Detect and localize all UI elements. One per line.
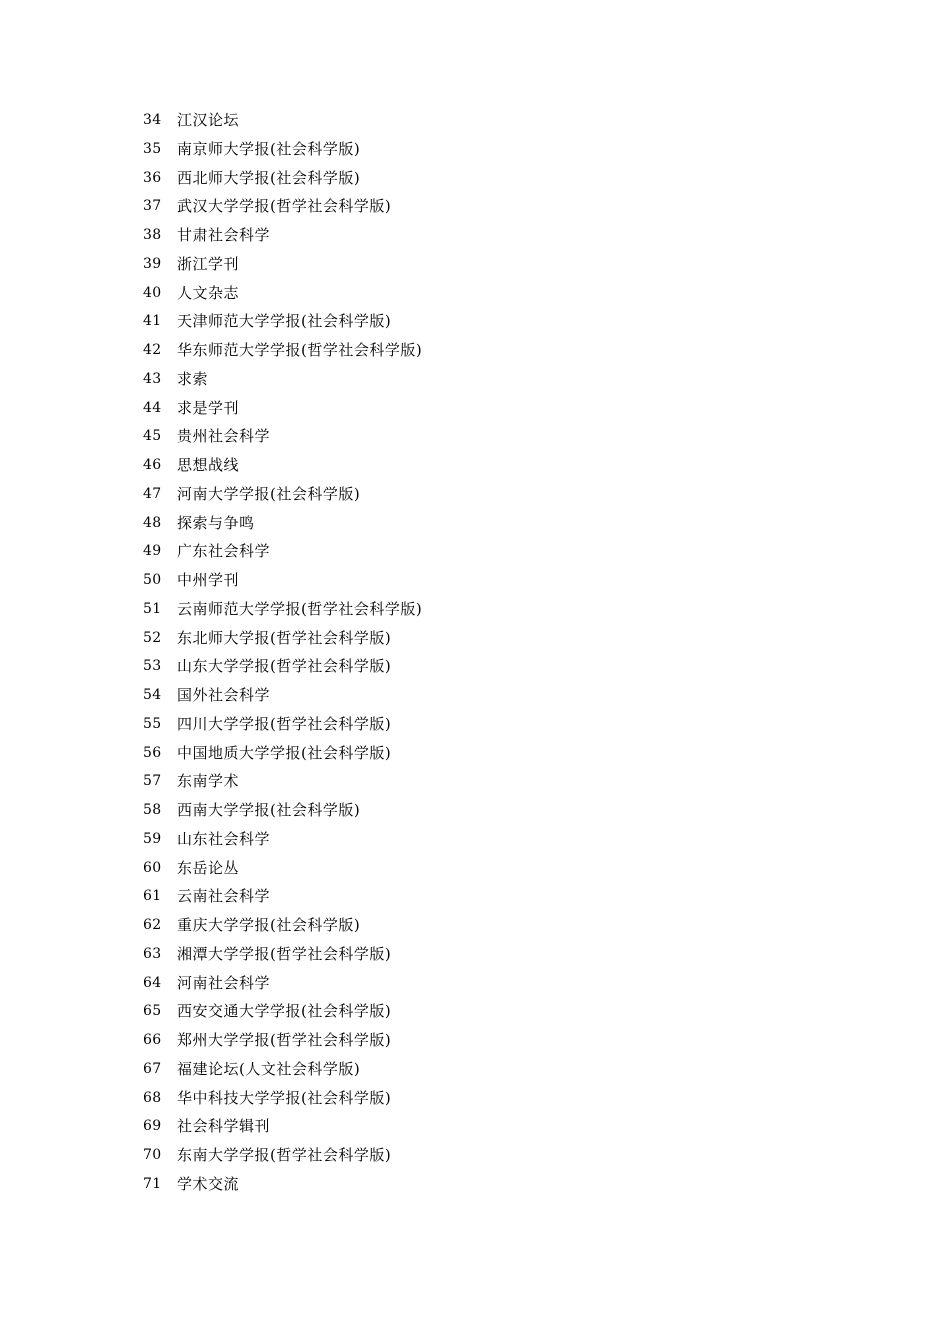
journal-title: 云南师范大学学报(哲学社会科学版) <box>177 599 423 618</box>
list-item <box>143 1084 422 1113</box>
list-item <box>143 451 422 480</box>
list-item <box>143 221 422 250</box>
rank-number: 59 <box>143 830 162 847</box>
list-item <box>143 336 422 365</box>
rank-number: 35 <box>143 140 162 157</box>
journal-title: 求是学刊 <box>177 398 240 417</box>
journal-title: 南京师大学报(社会科学版) <box>177 139 361 158</box>
list-item <box>143 854 422 883</box>
list-item <box>143 796 422 825</box>
rank-number: 65 <box>143 1003 162 1020</box>
rank-number: 43 <box>143 370 162 387</box>
rank-number: 45 <box>143 428 162 445</box>
journal-title: 河南社会科学 <box>177 973 271 992</box>
journal-list <box>143 106 422 1199</box>
list-item <box>143 1170 422 1199</box>
journal-title: 山东社会科学 <box>177 829 271 848</box>
journal-title: 西安交通大学学报(社会科学版) <box>177 1002 392 1021</box>
journal-title: 求索 <box>177 369 209 388</box>
list-item <box>143 394 422 423</box>
journal-title: 甘肃社会科学 <box>177 226 271 244</box>
journal-title: 学术交流 <box>177 1174 240 1193</box>
rank-number: 48 <box>143 514 162 531</box>
rank-number: 57 <box>143 773 162 790</box>
journal-title: 社会科学辑刊 <box>177 1117 271 1136</box>
journal-title: 西南大学学报(社会科学版) <box>177 801 361 819</box>
list-item <box>143 164 422 193</box>
rank-number: 68 <box>143 1089 162 1106</box>
journal-title: 思想战线 <box>177 456 240 474</box>
journal-title: 东北师大学报(哲学社会科学版) <box>177 628 392 647</box>
list-item <box>143 997 422 1026</box>
list-item <box>143 106 422 135</box>
rank-number: 53 <box>143 658 162 675</box>
rank-number: 40 <box>143 284 162 301</box>
rank-number: 61 <box>143 888 162 905</box>
journal-title: 四川大学学报(哲学社会科学版) <box>177 714 392 733</box>
journal-title: 中国地质大学学报(社会科学版) <box>177 743 392 762</box>
rank-number: 62 <box>143 917 162 933</box>
journal-title: 浙江学刊 <box>177 254 240 273</box>
list-item <box>143 1112 422 1141</box>
rank-number: 49 <box>143 543 162 560</box>
journal-title: 郑州大学学报(哲学社会科学版) <box>177 1031 392 1049</box>
journal-title: 中州学刊 <box>177 571 240 589</box>
rank-number: 34 <box>143 112 162 128</box>
journal-title: 东岳论丛 <box>177 858 240 877</box>
rank-number: 50 <box>143 572 162 588</box>
list-item <box>143 1026 422 1055</box>
rank-number: 70 <box>143 1147 162 1163</box>
rank-number: 52 <box>143 629 162 646</box>
list-item <box>143 1141 422 1170</box>
rank-number: 63 <box>143 945 162 962</box>
journal-title: 武汉大学学报(哲学社会科学版) <box>177 197 392 216</box>
rank-number: 55 <box>143 715 162 732</box>
rank-number: 46 <box>143 457 162 473</box>
rank-number: 56 <box>143 744 162 761</box>
rank-number: 67 <box>143 1060 162 1077</box>
journal-title: 河南大学学报(社会科学版) <box>177 484 361 503</box>
journal-title: 天津师范大学学报(社会科学版) <box>177 312 392 331</box>
list-item <box>143 767 422 796</box>
list-item <box>143 192 422 221</box>
rank-number: 51 <box>143 600 162 617</box>
list-item <box>143 250 422 279</box>
journal-title: 山东大学学报(哲学社会科学版) <box>177 657 392 676</box>
list-item <box>143 422 422 451</box>
list-item <box>143 365 422 394</box>
journal-title: 华中科技大学学报(社会科学版) <box>177 1088 392 1107</box>
journal-title: 国外社会科学 <box>177 686 271 704</box>
list-item <box>143 1055 422 1084</box>
list-item <box>143 969 422 998</box>
journal-title: 湘潭大学学报(哲学社会科学版) <box>177 944 392 963</box>
rank-number: 47 <box>143 485 162 502</box>
rank-number: 66 <box>143 1032 162 1048</box>
list-item <box>143 940 422 969</box>
rank-number: 44 <box>143 399 162 416</box>
rank-number: 71 <box>143 1175 162 1192</box>
list-item <box>143 509 422 538</box>
journal-title: 贵州社会科学 <box>177 427 271 446</box>
rank-number: 41 <box>143 313 162 330</box>
rank-number: 42 <box>143 342 162 358</box>
journal-title: 广东社会科学 <box>177 542 271 561</box>
rank-number: 38 <box>143 227 162 243</box>
list-item <box>143 480 422 509</box>
list-item <box>143 882 422 911</box>
list-item <box>143 566 422 595</box>
list-item <box>143 135 422 164</box>
rank-number: 54 <box>143 687 162 703</box>
list-item <box>143 624 422 653</box>
list-item <box>143 307 422 336</box>
rank-number: 39 <box>143 255 162 272</box>
rank-number: 69 <box>143 1118 162 1135</box>
journal-title: 东南学术 <box>177 772 240 791</box>
list-item <box>143 911 422 940</box>
list-item <box>143 681 422 710</box>
list-item <box>143 652 422 681</box>
journal-title: 福建论坛(人文社会科学版) <box>177 1059 361 1078</box>
list-item <box>143 710 422 739</box>
list-item <box>143 825 422 854</box>
journal-title: 华东师范大学学报(哲学社会科学版) <box>177 341 423 359</box>
list-item <box>143 537 422 566</box>
rank-number: 37 <box>143 198 162 215</box>
list-item <box>143 739 422 768</box>
journal-title: 人文杂志 <box>177 283 240 302</box>
list-item <box>143 279 422 308</box>
journal-title: 探索与争鸣 <box>177 513 255 532</box>
rank-number: 64 <box>143 974 162 991</box>
journal-title: 西北师大学报(社会科学版) <box>177 168 361 187</box>
journal-title: 江汉论坛 <box>177 111 240 129</box>
rank-number: 36 <box>143 169 162 186</box>
journal-title: 东南大学学报(哲学社会科学版) <box>177 1146 392 1164</box>
rank-number: 58 <box>143 802 162 818</box>
journal-title: 云南社会科学 <box>177 887 271 906</box>
rank-number: 60 <box>143 859 162 876</box>
journal-title: 重庆大学学报(社会科学版) <box>177 916 361 934</box>
list-item <box>143 595 422 624</box>
